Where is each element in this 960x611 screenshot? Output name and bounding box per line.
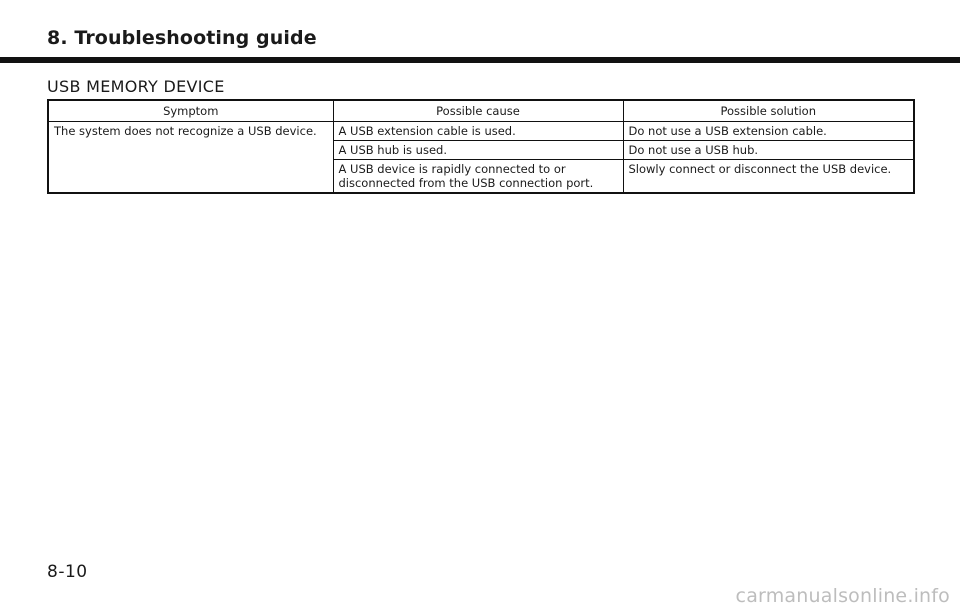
cause-cell: A USB device is rapidly connected to or disconnected from the USB connection port.: [333, 160, 623, 194]
solution-cell: Slowly connect or disconnect the USB device.: [623, 160, 914, 194]
chapter-title: 8. Troubleshooting guide: [47, 27, 317, 49]
table-header-row: [48, 100, 914, 122]
page-number: 8-10: [47, 562, 88, 582]
table-row: [48, 122, 914, 141]
cause-cell: A USB extension cable is used.: [333, 122, 623, 141]
column-header-solution: Possible solution: [623, 100, 914, 122]
cause-cell: A USB hub is used.: [333, 141, 623, 160]
title-rule: [0, 57, 960, 63]
section-title: USB MEMORY DEVICE: [47, 77, 225, 96]
column-header-symptom: Symptom: [48, 100, 333, 122]
column-header-cause: Possible cause: [333, 100, 623, 122]
troubleshooting-table: [47, 99, 915, 194]
watermark: carmanualsonline.info: [735, 585, 950, 607]
solution-cell: Do not use a USB hub.: [623, 141, 914, 160]
symptom-cell: The system does not recognize a USB device.: [48, 122, 333, 194]
solution-cell: Do not use a USB extension cable.: [623, 122, 914, 141]
